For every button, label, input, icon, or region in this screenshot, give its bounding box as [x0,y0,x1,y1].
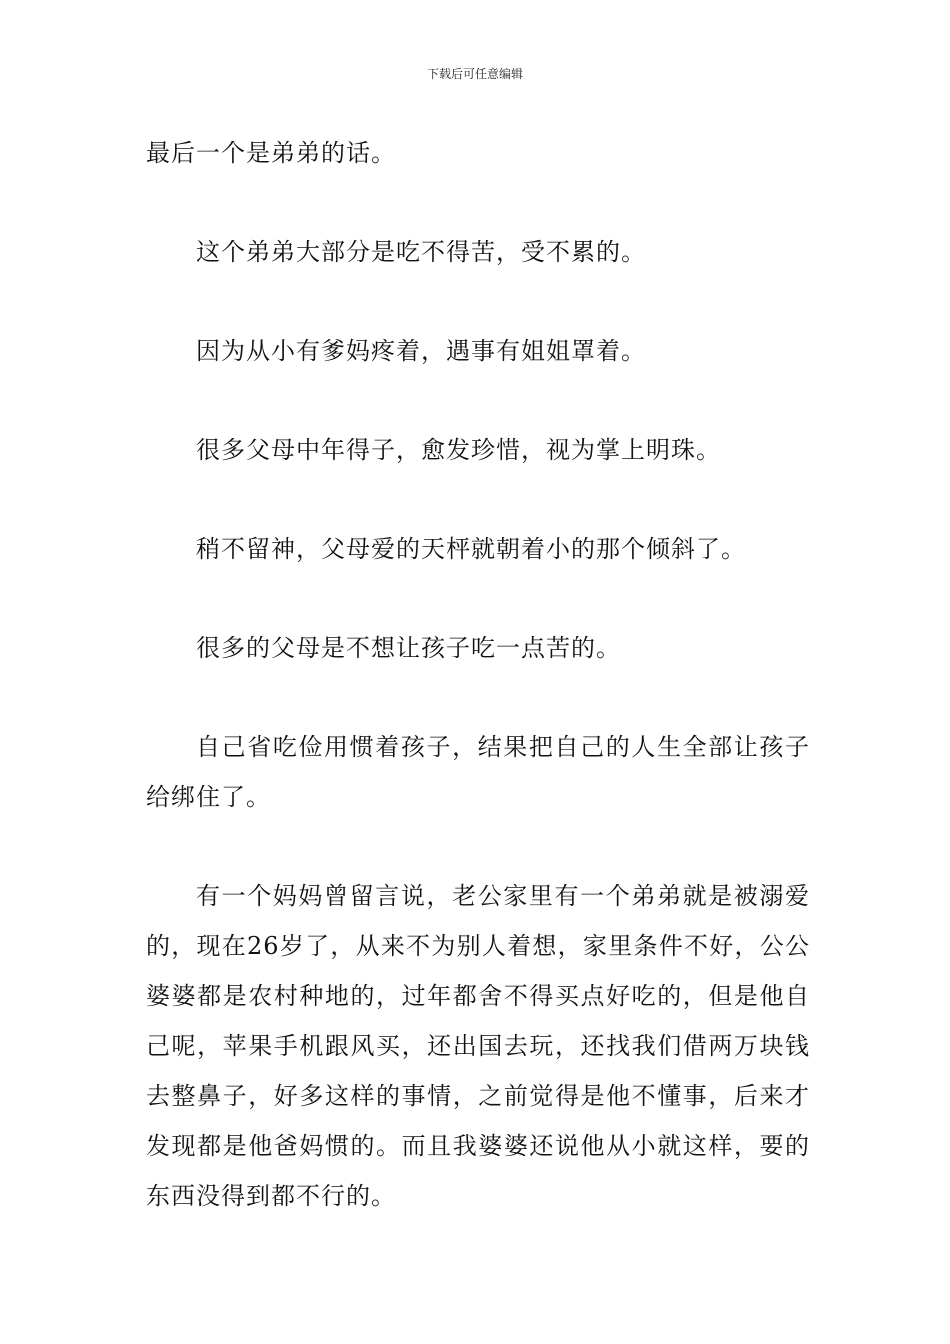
paragraph-2: 这个弟弟大部分是吃不得苦，受不累的。 [196,238,646,266]
document-body [146,128,810,1221]
paragraph-6: 很多的父母是不想让孩子吃一点苦的。 [196,634,621,662]
paragraph-5: 稍不留神，父母爱的天枰就朝着小的那个倾斜了。 [196,535,746,563]
paragraph-7: 自己省吃俭用惯着孩子，结果把自己的人生全部让孩子给绑住了。 [146,733,810,811]
page-header: 下载后可任意编辑 [426,67,523,81]
paragraph-3: 因为从小有爹妈疼着，遇事有姐姐罩着。 [196,337,646,365]
paragraph-1: 最后一个是弟弟的话。 [146,139,396,167]
paragraph-8: 有一个妈妈曾留言说，老公家里有一个弟弟就是被溺爱的，现在26岁了，从来不为别人着想，家里条件不好，公公婆婆都是农村种地的，过年都舍不得买点好吃的，但是他自己呢，苹果手机跟风买，还出国去玩，还找我们借两万块钱去整鼻子，好多这样的事情，之前觉得是他不懂事，后来才发现都是他爸妈惯的。而且我婆婆还说他从小就这样，要的东西没得到都不行的。 [146,882,810,1210]
paragraph-4: 很多父母中年得子，愈发珍惜，视为掌上明珠。 [196,436,721,464]
